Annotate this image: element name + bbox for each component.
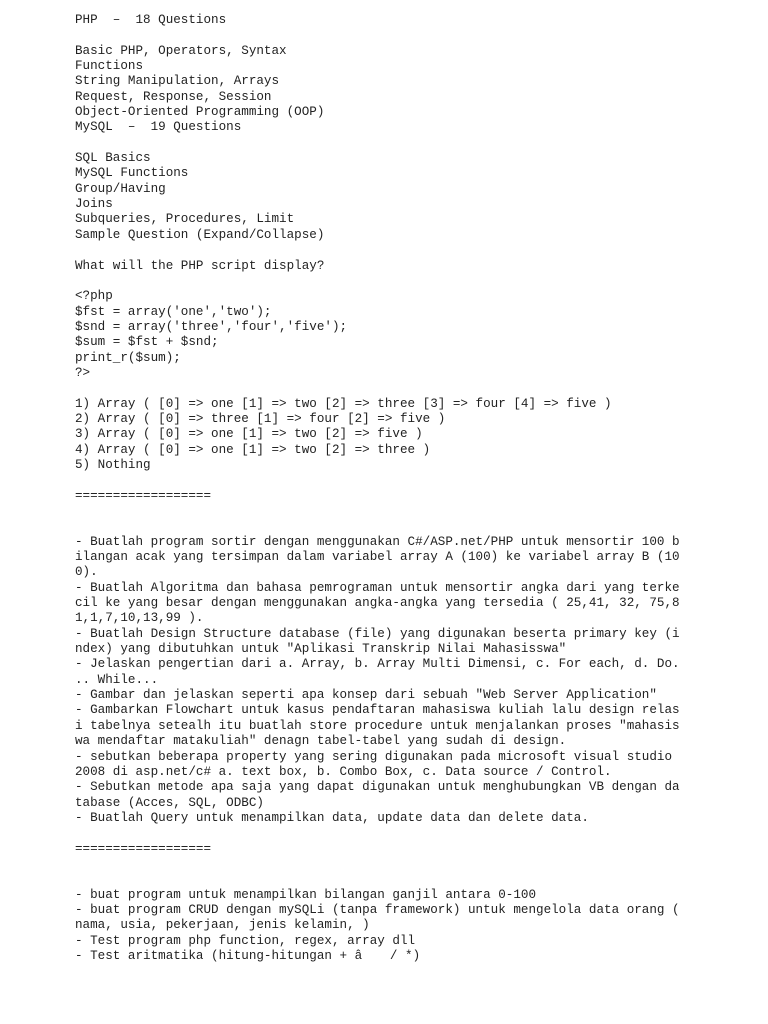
text-line: SQL Basics: [75, 151, 151, 166]
text-line: cil ke yang besar dengan menggunakan angka-angka yang tersedia ( 25,41, 32, 75,8: [75, 596, 680, 611]
text-line: 2008 di asp.net/c# a. text box, b. Combo Box, c. Data source / Control.: [75, 764, 612, 779]
text-line: Basic PHP, Operators, Syntax: [75, 43, 287, 58]
text-line: 1,1,7,10,13,99 ).: [75, 611, 204, 626]
text-line: - Buatlah program sortir dengan menggunakan C#/ASP.net/PHP untuk mensortir 100 b: [75, 534, 680, 549]
text-line: String Manipulation, Arrays: [75, 74, 280, 89]
text-line: - Buatlah Query untuk menampilkan data, update data dan delete data.: [75, 810, 589, 825]
text-line: ==================: [75, 488, 212, 503]
text-line: ndex) yang dibutuhkan untuk "Aplikasi Transkrip Nilai Mahasisswa": [75, 642, 567, 657]
text-line: 4) Array ( [0] => one [1] => two [2] => three ): [75, 442, 431, 457]
text-line: wa mendaftar matakuliah" denagn tabel-tabel yang sudah di design.: [75, 734, 567, 749]
text-line: MySQL – 19 Questions: [75, 120, 242, 135]
text-line: tabase (Acces, SQL, ODBC): [75, 795, 264, 810]
blank-line: [75, 857, 755, 872]
text-line: .. While...: [75, 672, 159, 687]
text-line: - Test aritmatika (hitung-hitungan + â / *): [75, 948, 421, 963]
text-line: 1) Array ( [0] => one [1] => two [2] => three [3] => four [4] => five ): [75, 396, 612, 411]
blank-line: [75, 274, 755, 289]
text-line: Group/Having: [75, 181, 166, 196]
text-line: 0).: [75, 565, 98, 580]
text-line: i tabelnya setealh itu buatlah store procedure untuk menjalankan proses "mahasis: [75, 718, 680, 733]
document-text: [75, 13, 755, 964]
blank-line: [75, 504, 755, 519]
text-line: MySQL Functions: [75, 166, 189, 181]
blank-line: [75, 28, 755, 43]
text-line: Request, Response, Session: [75, 89, 272, 104]
blank-line: [75, 473, 755, 488]
text-line: $fst = array('one','two');: [75, 304, 272, 319]
text-line: Subqueries, Procedures, Limit: [75, 212, 295, 227]
text-line: - buat program untuk menampilkan bilangan ganjil antara 0-100: [75, 887, 537, 902]
blank-line: [75, 243, 755, 258]
text-line: Functions: [75, 59, 144, 74]
text-line: nama, usia, pekerjaan, jenis kelamin, ): [75, 918, 370, 933]
text-line: - Gambar dan jelaskan seperti apa konsep dari sebuah "Web Server Application": [75, 688, 657, 703]
text-line: 3) Array ( [0] => one [1] => two [2] => five ): [75, 427, 423, 442]
text-line: ==================: [75, 841, 212, 856]
text-line: ilangan acak yang tersimpan dalam variabel array A (100) ke variabel array B (10: [75, 550, 680, 565]
text-line: PHP – 18 Questions: [75, 13, 227, 27]
text-line: 2) Array ( [0] => three [1] => four [2] => five ): [75, 411, 446, 426]
text-line: - Buatlah Algoritma dan bahasa pemrograman untuk mensortir angka dari yang terke: [75, 580, 680, 595]
text-line: Joins: [75, 197, 113, 212]
blank-line: [75, 136, 755, 151]
text-line: - Sebutkan metode apa saja yang dapat digunakan untuk menghubungkan VB dengan da: [75, 780, 680, 795]
text-line: - Jelaskan pengertian dari a. Array, b. Array Multi Dimensi, c. For each, d. Do.: [75, 657, 680, 672]
text-line: ?>: [75, 365, 91, 380]
text-line: - Gambarkan Flowchart untuk kasus pendaftaran mahasiswa kuliah lalu design relas: [75, 703, 680, 718]
text-line: What will the PHP script display?: [75, 258, 325, 273]
blank-line: [75, 381, 755, 396]
blank-line: [75, 519, 755, 534]
text-line: Object-Oriented Programming (OOP): [75, 105, 325, 120]
text-line: Sample Question (Expand/Collapse): [75, 227, 325, 242]
text-line: print_r($sum);: [75, 350, 181, 365]
blank-line: [75, 826, 755, 841]
text-line: - Test program php function, regex, array dll: [75, 933, 416, 948]
blank-line: [75, 872, 755, 887]
text-line: 5) Nothing: [75, 457, 151, 472]
text-line: $snd = array('three','four','five');: [75, 319, 348, 334]
text-line: - sebutkan beberapa property yang sering digunakan pada microsoft visual studio: [75, 749, 673, 764]
text-line: <?php: [75, 289, 113, 304]
text-line: - buat program CRUD dengan mySQLi (tanpa framework) untuk mengelola data orang (: [75, 902, 680, 917]
text-line: $sum = $fst + $snd;: [75, 335, 219, 350]
text-line: - Buatlah Design Structure database (file) yang digunakan beserta primary key (i: [75, 626, 680, 641]
